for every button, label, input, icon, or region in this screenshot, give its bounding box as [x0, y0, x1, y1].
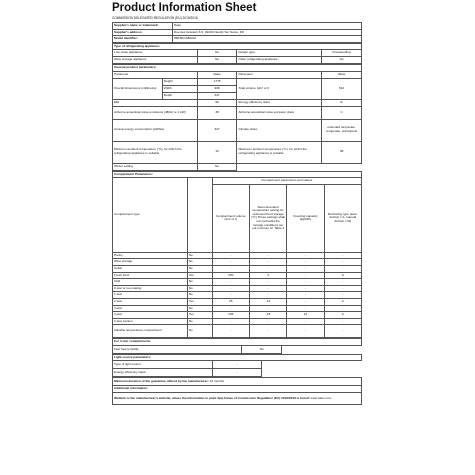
compartment-defrost: -: [324, 265, 361, 272]
compartment-present: Yes: [187, 312, 212, 319]
compartment-temperature: -: [249, 279, 286, 286]
wine-storage-label: Wine storage appliance:: [113, 56, 198, 63]
guarantee-table: [112, 377, 362, 405]
compartment-present: No: [187, 265, 212, 272]
compartment-present: No: [187, 259, 212, 266]
compartment-name: Fresh food: [113, 272, 188, 279]
compartment-row: [113, 298, 362, 305]
guarantee-value: 24 months: [209, 379, 225, 384]
energy-class-label: Energy efficiency class: [237, 99, 322, 106]
wine-storage-value: No: [197, 56, 237, 63]
depth-label: Depth: [162, 92, 197, 99]
compartment-name: Chill: [113, 279, 188, 286]
compartment-present: No: [187, 325, 212, 338]
compartment-defrost: -: [324, 325, 361, 338]
model-label: Model identifier:: [113, 36, 173, 43]
compartment-temperature: -: [249, 318, 286, 325]
total-volume-label: Total volume (dm³ or l): [237, 78, 322, 99]
compartment-row: [113, 272, 362, 279]
depth-value: 647: [197, 92, 237, 99]
width-label: Width: [162, 85, 197, 92]
regulation-subtitle: COMMISSION DELEGATED REGULATION (EU) 2019/2016: [112, 16, 198, 20]
product-information-sheet: [112, 2, 362, 472]
winter-label: Winter setting: [113, 163, 198, 170]
compartment-temperature: -: [249, 325, 286, 338]
additional-heading: Additional information:: [113, 386, 362, 393]
noise-class-value: C: [322, 106, 362, 119]
guarantee-label: Minimum duration of the guarantee offered by the manufacturer:: [114, 379, 209, 384]
compartment-present: No: [187, 279, 212, 286]
temperature-header: Recommended temperature setting for optimised food storage (°C) These settings shall not contradict the storage conditions set out in Annex IV, Table 3: [249, 184, 286, 252]
value-header: Value: [197, 71, 237, 78]
compartment-freezing: -: [287, 259, 324, 266]
page-title: Product Information Sheet: [112, 2, 257, 14]
compartment-row: [113, 325, 362, 338]
general-parameters-table: [112, 64, 362, 171]
compartment-type-header: Compartment type: [113, 178, 188, 253]
compartment-volume: -: [212, 318, 249, 325]
compartment-temperature: -: [249, 285, 286, 292]
additional-text: Weblink to the manufacturer's website, where the information in point 4(a) Annex of Commission Regulation (EU) 2019/2019 is found:: [114, 395, 310, 400]
min-temp-value: 10: [197, 141, 237, 163]
noise-value: 38: [197, 106, 237, 119]
light-source-table: [112, 354, 362, 378]
compartment-name: 3-star: [113, 305, 188, 312]
compartment-temperature: -18: [249, 312, 286, 319]
design-type-value: Freestanding: [322, 50, 362, 57]
light-class-label: Energy efficiency class:: [113, 369, 213, 377]
compartment-volume: -: [212, 279, 249, 286]
winter-row: [113, 163, 362, 170]
supplier-address-row: [113, 29, 362, 36]
compartment-defrost: -: [324, 252, 361, 259]
compartment-volume: -: [212, 325, 249, 338]
compartment-volume: 166: [212, 312, 249, 319]
width-value: 908: [197, 85, 237, 92]
compartment-freezing: -: [287, 279, 324, 286]
appliance-type-heading: Type of refrigerating appliance:: [113, 43, 362, 50]
compartment-name: Wine storage: [113, 259, 188, 266]
compartment-present: Yes: [187, 298, 212, 305]
dimensions-label: Overall dimensions (millimetre): [113, 78, 163, 99]
consumption-row: [113, 119, 362, 141]
eei-row: [113, 99, 362, 106]
compartment-freezing: -: [287, 298, 324, 305]
model-value: HB18FGSBAAA: [172, 36, 361, 43]
compartment-rows: [113, 252, 362, 338]
compartment-temperature: -: [249, 292, 286, 299]
freezing-header: Freezing capacity (kg/24h): [287, 184, 324, 252]
climate-label: Climate class:: [237, 119, 322, 141]
compartment-row: [113, 292, 362, 299]
light-type-label: Type of light source:: [113, 361, 213, 369]
compartment-freezing: -: [287, 265, 324, 272]
compartment-temperature: 4: [249, 272, 286, 279]
compartment-name: 2-star section: [113, 318, 188, 325]
compartment-freezing: -: [287, 318, 324, 325]
compartment-heading: Compartment Parameters:: [113, 171, 362, 178]
other-appliance-value: No: [322, 56, 362, 63]
manufacturer-link[interactable]: www.haier.com: [310, 395, 332, 400]
general-header-row: [113, 71, 362, 78]
compartment-present: No: [187, 318, 212, 325]
compartment-name: Variable temperature compartment: [113, 325, 188, 338]
appliance-type-row: [113, 50, 362, 57]
climate-value: extended temperate, temperate, subtropical: [322, 119, 362, 141]
compartment-volume: -: [212, 252, 249, 259]
compartment-freezing: -: [287, 285, 324, 292]
compartment-volume: -: [212, 259, 249, 266]
model-row: [113, 36, 362, 43]
supplier-table: [112, 22, 362, 43]
parameter-header: Parameter: [113, 71, 198, 78]
compartment-defrost: -: [324, 259, 361, 266]
light-class-value: -: [212, 369, 262, 377]
compartment-volume: 25: [212, 298, 249, 305]
compartment-volume: -: [212, 305, 249, 312]
compartment-volume: -: [212, 265, 249, 272]
light-type-value: -: [212, 361, 262, 369]
noise-label: Airborne acoustical noise emissions (dB(A) re 1 pW): [113, 106, 198, 119]
consumption-value: 327: [197, 119, 237, 141]
defrost-header: Defrosting type (auto-defrost = A, manual defrost = M): [324, 184, 361, 252]
noise-class-label: Airborne acoustical noise emission class: [237, 106, 322, 119]
compartment-freezing: -: [287, 292, 324, 299]
compartment-params-header: Compartment parameters and values: [212, 178, 361, 185]
supplier-name-value: Haier: [172, 23, 361, 30]
compartment-name: 4-star: [113, 312, 188, 319]
appliance-type-table: [112, 43, 362, 64]
value-header: Value: [322, 71, 362, 78]
compartment-freezing: 14: [287, 312, 324, 319]
compartment-defrost: A: [324, 312, 361, 319]
design-type-label: Design type:: [237, 50, 322, 57]
compartment-row: [113, 318, 362, 325]
low-noise-label: Low-noise appliance:: [113, 50, 198, 57]
compartment-temperature: -12: [249, 298, 286, 305]
max-temp-value: 38: [322, 141, 362, 163]
supplier-name-row: [113, 23, 362, 30]
low-noise-value: No: [197, 50, 237, 57]
parameter-header: Parameter: [237, 71, 322, 78]
height-label: Height: [162, 78, 197, 85]
compartment-defrost: A: [324, 298, 361, 305]
general-parameters-heading: General product parameters:: [113, 64, 362, 71]
max-temp-label: Maximum ambient temperature (°C), for which the refrigerating appliance is suitable: [237, 141, 322, 163]
compartment-volume: 330: [212, 272, 249, 279]
compartment-name: Pantry: [113, 252, 188, 259]
compartment-name: 2-star: [113, 298, 188, 305]
supplier-name-label: Supplier's name or trademark:: [113, 23, 173, 30]
compartment-freezing: -: [287, 272, 324, 279]
guarantee-row: [113, 378, 362, 386]
compartment-present: No: [187, 305, 212, 312]
compartment-row: [113, 305, 362, 312]
compartment-temperature: -: [249, 265, 286, 272]
fast-freeze-label: Fast freeze facility: [113, 345, 242, 353]
winter-value: No: [197, 163, 237, 170]
compartment-defrost: A: [324, 272, 361, 279]
compartment-row: [113, 259, 362, 266]
dimension-height-row: [113, 78, 362, 85]
compartment-defrost: -: [324, 318, 361, 325]
supplier-address-value: Rue des Graviers 3-5, 92200 Neuilly Sur Seine, FR: [172, 29, 361, 36]
compartment-volume: -: [212, 292, 249, 299]
four-star-table: [112, 338, 362, 354]
temperature-row: [113, 141, 362, 163]
light-source-heading: Light source parameters:: [113, 354, 362, 361]
compartment-volume: -: [212, 285, 249, 292]
compartment-row: [113, 312, 362, 319]
compartment-table: [112, 171, 362, 339]
energy-class-value: E: [322, 99, 362, 106]
compartment-freezing: -: [287, 305, 324, 312]
min-temp-label: Minimum ambient temperature (°C), for which the refrigerating appliance is suitable: [113, 141, 198, 163]
other-appliance-label: Other refrigerating appliance:: [237, 56, 322, 63]
eei-value: 99: [197, 99, 237, 106]
compartment-row: [113, 279, 362, 286]
compartment-row: [113, 265, 362, 272]
compartment-present: Yes: [187, 272, 212, 279]
noise-row: [113, 106, 362, 119]
supplier-address-label: Supplier's address:: [113, 29, 173, 36]
appliance-type-row: [113, 56, 362, 63]
compartment-defrost: -: [324, 305, 361, 312]
compartment-freezing: -: [287, 252, 324, 259]
compartment-name: 1-star: [113, 292, 188, 299]
four-star-heading: For 4-star compartments: [113, 339, 362, 346]
fast-freeze-value: No: [242, 345, 282, 353]
compartment-defrost: -: [324, 292, 361, 299]
compartment-temperature: -: [249, 252, 286, 259]
consumption-label: Annual energy consumption (kWh/a): [113, 119, 198, 141]
compartment-temperature: -: [249, 259, 286, 266]
compartment-row: [113, 252, 362, 259]
eei-label: EEI: [113, 99, 198, 106]
compartment-present: No: [187, 292, 212, 299]
compartment-name: 0-star or ice-making: [113, 285, 188, 292]
compartment-present: No: [187, 285, 212, 292]
compartment-row: [113, 285, 362, 292]
compartment-defrost: -: [324, 285, 361, 292]
compartment-temperature: -: [249, 305, 286, 312]
compartment-defrost: -: [324, 279, 361, 286]
compartment-freezing: -: [287, 325, 324, 338]
additional-info: [113, 393, 362, 405]
height-value: 1775: [197, 78, 237, 85]
volume-header: Compartment volume (dm³ or l): [212, 184, 249, 252]
compartment-name: Cellar: [113, 265, 188, 272]
compartment-present: No: [187, 252, 212, 259]
total-volume-value: 521: [322, 78, 362, 99]
